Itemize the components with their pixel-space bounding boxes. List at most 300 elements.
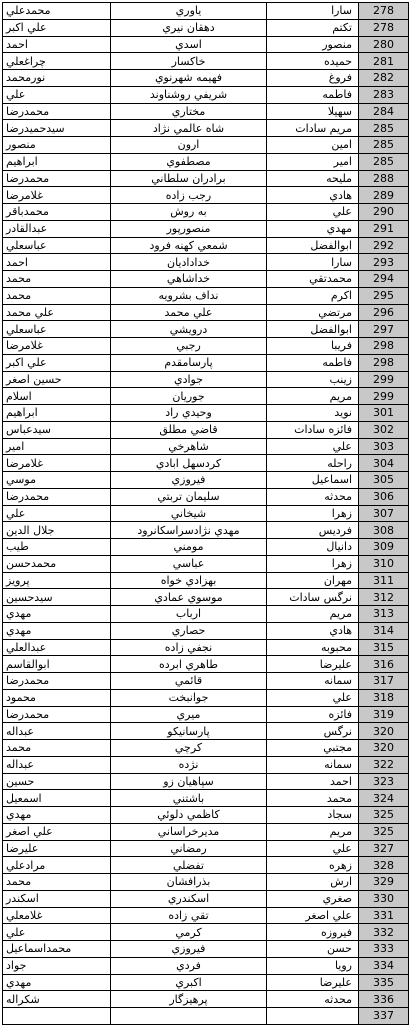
first-name-cell: فاطمه (267, 354, 359, 371)
father-name-cell: غلامعلي (3, 907, 111, 924)
row-number-cell: 289 (359, 187, 409, 204)
father-name-cell: غلامرضا (3, 338, 111, 355)
table-row (3, 756, 409, 773)
father-name-cell: احمد (3, 254, 111, 271)
father-name-cell: ابراهيم (3, 153, 111, 170)
last-name-cell: رجب زاده (111, 187, 267, 204)
first-name-cell: زهرا (267, 505, 359, 522)
row-number-cell: 316 (359, 656, 409, 673)
row-number-cell: 283 (359, 86, 409, 103)
table-row (3, 438, 409, 455)
last-name-cell: رجبي (111, 338, 267, 355)
row-number-cell: 318 (359, 689, 409, 706)
row-number-cell: 285 (359, 153, 409, 170)
father-name-cell: محمد (3, 271, 111, 288)
row-number-cell: 332 (359, 924, 409, 941)
table-row (3, 103, 409, 120)
last-name-cell: كردسهل ابادي (111, 455, 267, 472)
last-name-cell: خداشاهي (111, 271, 267, 288)
last-name-cell: اسكندري (111, 890, 267, 907)
last-name-cell: رمضاني (111, 840, 267, 857)
table-row (3, 70, 409, 87)
table-row (3, 271, 409, 288)
row-number-cell: 285 (359, 137, 409, 154)
last-name-cell: ميري (111, 706, 267, 723)
table-row (3, 237, 409, 254)
father-name-cell: محمد (3, 287, 111, 304)
row-number-cell: 317 (359, 673, 409, 690)
table-row (3, 137, 409, 154)
table-row (3, 153, 409, 170)
first-name-cell: عليرضا (267, 974, 359, 991)
last-name-cell: مصطفوي (111, 153, 267, 170)
table-row (3, 941, 409, 958)
row-number-cell: 333 (359, 941, 409, 958)
first-name-cell: هادي (267, 622, 359, 639)
first-name-cell: علي (267, 840, 359, 857)
table-row (3, 53, 409, 70)
father-name-cell: منصور (3, 137, 111, 154)
last-name-cell: پارسانيكو (111, 723, 267, 740)
last-name-cell: سليمان تربتي (111, 488, 267, 505)
father-name-cell: علي (3, 505, 111, 522)
father-name-cell: اسمعيل (3, 790, 111, 807)
first-name-cell: نويد (267, 405, 359, 422)
row-number-cell: 280 (359, 36, 409, 53)
row-number-cell: 278 (359, 19, 409, 36)
first-name-cell: مريم سادات (267, 120, 359, 137)
table-row (3, 220, 409, 237)
father-name-cell: مهدي (3, 622, 111, 639)
father-name-cell: ابوالقاسم (3, 656, 111, 673)
row-number-cell: 309 (359, 539, 409, 556)
row-number-cell: 297 (359, 321, 409, 338)
last-name-cell: تفضلي (111, 857, 267, 874)
table-row (3, 86, 409, 103)
last-name-cell: شاهرخي (111, 438, 267, 455)
row-number-cell: 310 (359, 555, 409, 572)
last-name-cell: قائمي (111, 673, 267, 690)
first-name-cell: فيروزه (267, 924, 359, 941)
table-row (3, 673, 409, 690)
table-row (3, 807, 409, 824)
father-name-cell: علي اكبر (3, 354, 111, 371)
last-name-cell: اكبري (111, 974, 267, 991)
last-name-cell: نداف بشرويه (111, 287, 267, 304)
first-name-cell: علي (267, 204, 359, 221)
father-name-cell: اسلام (3, 388, 111, 405)
first-name-cell: حسن (267, 941, 359, 958)
row-number-cell: 313 (359, 606, 409, 623)
first-name-cell: محبوبه (267, 639, 359, 656)
father-name-cell: موسي (3, 472, 111, 489)
father-name-cell: علي (3, 86, 111, 103)
first-name-cell: فروغ (267, 70, 359, 87)
row-number-cell: 293 (359, 254, 409, 271)
last-name-cell: كاظمي دلوئي (111, 807, 267, 824)
father-name-cell: سيدعباس (3, 421, 111, 438)
father-name-cell: شكراله (3, 991, 111, 1008)
row-number-cell: 330 (359, 890, 409, 907)
first-name-cell: علي (267, 689, 359, 706)
last-name-cell: یاوري (111, 3, 267, 20)
row-number-cell: 334 (359, 957, 409, 974)
father-name-cell: امير (3, 438, 111, 455)
table-row (3, 3, 409, 20)
table-row (3, 974, 409, 991)
row-number-cell: 308 (359, 522, 409, 539)
first-name-cell: احمد (267, 773, 359, 790)
table-row (3, 606, 409, 623)
row-number-cell: 282 (359, 70, 409, 87)
table-row (3, 555, 409, 572)
row-number-cell: 331 (359, 907, 409, 924)
last-name-cell: فهيمه شهرنوي (111, 70, 267, 87)
first-name-cell: ابوالفضل (267, 237, 359, 254)
row-number-cell: 315 (359, 639, 409, 656)
last-name-cell: باشتني (111, 790, 267, 807)
first-name-cell: صغري (267, 890, 359, 907)
father-name-cell: نورمحمد (3, 70, 111, 87)
table-row (3, 639, 409, 656)
table-row (3, 656, 409, 673)
table-row (3, 405, 409, 422)
father-name-cell: عبداله (3, 756, 111, 773)
first-name-cell: امير (267, 153, 359, 170)
last-name-cell: به روش (111, 204, 267, 221)
first-name-cell: منصور (267, 36, 359, 53)
row-number-cell: 336 (359, 991, 409, 1008)
last-name-cell: سپاهيان زو (111, 773, 267, 790)
father-name-cell: سيدحميدرضا (3, 120, 111, 137)
row-number-cell: 320 (359, 740, 409, 757)
first-name-cell: عليرضا (267, 656, 359, 673)
table-row (3, 840, 409, 857)
row-number-cell: 299 (359, 371, 409, 388)
row-number-cell: 301 (359, 405, 409, 422)
table-row (3, 321, 409, 338)
table-row (3, 572, 409, 589)
father-name-cell: عبداله (3, 723, 111, 740)
table-row (3, 823, 409, 840)
last-name-cell: مديرخراساني (111, 823, 267, 840)
table-row (3, 874, 409, 891)
first-name-cell: فائزه سادات (267, 421, 359, 438)
last-name-cell: اسدي (111, 36, 267, 53)
first-name-cell: نرگس (267, 723, 359, 740)
table-row (3, 907, 409, 924)
last-name-cell: طاهري ابرده (111, 656, 267, 673)
last-name-cell: نجفي زاده (111, 639, 267, 656)
father-name-cell: چراغعلي (3, 53, 111, 70)
table-row (3, 421, 409, 438)
first-name-cell: فائزه (267, 706, 359, 723)
first-name-cell: زهره (267, 857, 359, 874)
father-name-cell: مهدي (3, 974, 111, 991)
first-name-cell: علي اصغر (267, 907, 359, 924)
row-number-cell: 324 (359, 790, 409, 807)
father-name-cell: علي (3, 924, 111, 941)
father-name-cell: محمدحسن (3, 555, 111, 572)
father-name-cell: جواد (3, 957, 111, 974)
father-name-cell: عبدالعلي (3, 639, 111, 656)
first-name-cell (267, 1008, 359, 1025)
table-row (3, 539, 409, 556)
father-name-cell: محمدعلي (3, 3, 111, 20)
father-name-cell: محمدرضا (3, 170, 111, 187)
last-name-cell: خدادادیان (111, 254, 267, 271)
last-name-cell: نژده (111, 756, 267, 773)
first-name-cell: محمدتقي (267, 271, 359, 288)
last-name-cell: حصاري (111, 622, 267, 639)
last-name-cell: پرهيزگار (111, 991, 267, 1008)
last-name-cell: جوادي (111, 371, 267, 388)
first-name-cell: دانيال (267, 539, 359, 556)
table-row (3, 957, 409, 974)
row-number-cell: 311 (359, 572, 409, 589)
father-name-cell: حسين اصغر (3, 371, 111, 388)
row-number-cell: 294 (359, 271, 409, 288)
father-name-cell: محمود (3, 689, 111, 706)
last-name-cell: جوانبخت (111, 689, 267, 706)
last-name-cell: برادران سلطاني (111, 170, 267, 187)
table-row (3, 388, 409, 405)
first-name-cell: مريم (267, 823, 359, 840)
last-name-cell: مهدي نژادسراسكانرود (111, 522, 267, 539)
last-name-cell: دهقان نيري (111, 19, 267, 36)
first-name-cell: سمانه (267, 673, 359, 690)
last-name-cell: شمعي كهنه فرود (111, 237, 267, 254)
father-name-cell: عبدالقادر (3, 220, 111, 237)
father-name-cell: احمد (3, 36, 111, 53)
first-name-cell: سجاد (267, 807, 359, 824)
first-name-cell: مرتضي (267, 304, 359, 321)
row-number-cell: 302 (359, 421, 409, 438)
row-number-cell: 304 (359, 455, 409, 472)
table-row (3, 19, 409, 36)
father-name-cell: محمدرضا (3, 488, 111, 505)
first-name-cell: مهران (267, 572, 359, 589)
names-table (2, 2, 409, 1025)
table-row (3, 371, 409, 388)
row-number-cell: 284 (359, 103, 409, 120)
father-name-cell (3, 1008, 111, 1025)
table-row (3, 890, 409, 907)
first-name-cell: محمد (267, 790, 359, 807)
row-number-cell: 337 (359, 1008, 409, 1025)
last-name-cell: ارباب (111, 606, 267, 623)
father-name-cell: محمد (3, 874, 111, 891)
father-name-cell: مرادعلي (3, 857, 111, 874)
row-number-cell: 325 (359, 823, 409, 840)
father-name-cell: مهدي (3, 807, 111, 824)
first-name-cell: سهيلا (267, 103, 359, 120)
father-name-cell: سيدحسين (3, 589, 111, 606)
first-name-cell: فرديس (267, 522, 359, 539)
father-name-cell: عباسعلي (3, 237, 111, 254)
father-name-cell: حسين (3, 773, 111, 790)
last-name-cell: علي محمد (111, 304, 267, 321)
row-number-cell: 320 (359, 723, 409, 740)
father-name-cell: غلامرضا (3, 187, 111, 204)
row-number-cell: 329 (359, 874, 409, 891)
last-name-cell: منصورپور (111, 220, 267, 237)
table-row (3, 170, 409, 187)
last-name-cell: عباسي (111, 555, 267, 572)
table-row (3, 790, 409, 807)
row-number-cell: 307 (359, 505, 409, 522)
names-table-body (3, 3, 409, 1025)
first-name-cell: اسماعيل (267, 472, 359, 489)
first-name-cell: محدثه (267, 991, 359, 1008)
row-number-cell: 290 (359, 204, 409, 221)
first-name-cell: سمانه (267, 756, 359, 773)
first-name-cell: مجتبي (267, 740, 359, 757)
first-name-cell: فريبا (267, 338, 359, 355)
table-row (3, 505, 409, 522)
row-number-cell: 328 (359, 857, 409, 874)
father-name-cell: عباسعلي (3, 321, 111, 338)
table-row (3, 455, 409, 472)
father-name-cell: طيب (3, 539, 111, 556)
row-number-cell: 319 (359, 706, 409, 723)
table-row (3, 254, 409, 271)
row-number-cell: 335 (359, 974, 409, 991)
row-number-cell: 299 (359, 388, 409, 405)
table-row (3, 689, 409, 706)
table-row (3, 924, 409, 941)
last-name-cell: بذرافشان (111, 874, 267, 891)
father-name-cell: ابراهيم (3, 405, 111, 422)
first-name-cell: ابوالفضل (267, 321, 359, 338)
father-name-cell: علي محمد (3, 304, 111, 321)
last-name-cell: وحيدي راد (111, 405, 267, 422)
last-name-cell: تقي زاده (111, 907, 267, 924)
table-row (3, 187, 409, 204)
father-name-cell: محمدرضا (3, 706, 111, 723)
table-row (3, 706, 409, 723)
last-name-cell: پارسامقدم (111, 354, 267, 371)
first-name-cell: سارا (267, 254, 359, 271)
father-name-cell: جلال الدين (3, 522, 111, 539)
row-number-cell: 298 (359, 354, 409, 371)
last-name-cell: شريفي روشناوند (111, 86, 267, 103)
row-number-cell: 323 (359, 773, 409, 790)
father-name-cell: اسكندر (3, 890, 111, 907)
father-name-cell: محمدرضا (3, 103, 111, 120)
last-name-cell: خاكسار (111, 53, 267, 70)
table-row (3, 287, 409, 304)
row-number-cell: 278 (359, 3, 409, 20)
first-name-cell: اكرم (267, 287, 359, 304)
first-name-cell: رويا (267, 957, 359, 974)
last-name-cell: مختاري (111, 103, 267, 120)
row-number-cell: 295 (359, 287, 409, 304)
row-number-cell: 306 (359, 488, 409, 505)
last-name-cell (111, 1008, 267, 1025)
row-number-cell: 305 (359, 472, 409, 489)
first-name-cell: فاطمه (267, 86, 359, 103)
table-row (3, 740, 409, 757)
row-number-cell: 281 (359, 53, 409, 70)
row-number-cell: 322 (359, 756, 409, 773)
last-name-cell: قاضي مطلق (111, 421, 267, 438)
last-name-cell: فيروزي (111, 941, 267, 958)
table-row (3, 723, 409, 740)
father-name-cell: پرويز (3, 572, 111, 589)
table-row (3, 472, 409, 489)
father-name-cell: محمد (3, 740, 111, 757)
father-name-cell: محمدرضا (3, 673, 111, 690)
father-name-cell: علي اصغر (3, 823, 111, 840)
first-name-cell: حميده (267, 53, 359, 70)
first-name-cell: زهرا (267, 555, 359, 572)
first-name-cell: ارش (267, 874, 359, 891)
table-row (3, 1008, 409, 1025)
row-number-cell: 327 (359, 840, 409, 857)
first-name-cell: زينب (267, 371, 359, 388)
first-name-cell: محدثه (267, 488, 359, 505)
row-number-cell: 298 (359, 338, 409, 355)
table-row (3, 488, 409, 505)
table-row (3, 354, 409, 371)
first-name-cell: سارا (267, 3, 359, 20)
table-row (3, 120, 409, 137)
row-number-cell: 303 (359, 438, 409, 455)
last-name-cell: درويشي (111, 321, 267, 338)
first-name-cell: راحله (267, 455, 359, 472)
last-name-cell: جوريان (111, 388, 267, 405)
row-number-cell: 312 (359, 589, 409, 606)
first-name-cell: مهدي (267, 220, 359, 237)
last-name-cell: شاه عالمي نژاد (111, 120, 267, 137)
last-name-cell: ارون (111, 137, 267, 154)
table-row (3, 204, 409, 221)
table-row (3, 857, 409, 874)
first-name-cell: مريم (267, 388, 359, 405)
table-row (3, 622, 409, 639)
first-name-cell: مريم (267, 606, 359, 623)
last-name-cell: شيخاني (111, 505, 267, 522)
first-name-cell: امين (267, 137, 359, 154)
father-name-cell: علي اكبر (3, 19, 111, 36)
row-number-cell: 296 (359, 304, 409, 321)
table-row (3, 36, 409, 53)
last-name-cell: بهزادي خواه (111, 572, 267, 589)
table-row (3, 338, 409, 355)
table-row (3, 522, 409, 539)
last-name-cell: كرچي (111, 740, 267, 757)
last-name-cell: كرمي (111, 924, 267, 941)
first-name-cell: مليحه (267, 170, 359, 187)
last-name-cell: موسوي عمادي (111, 589, 267, 606)
father-name-cell: عليرضا (3, 840, 111, 857)
first-name-cell: علي (267, 438, 359, 455)
row-number-cell: 314 (359, 622, 409, 639)
row-number-cell: 291 (359, 220, 409, 237)
last-name-cell: فردي (111, 957, 267, 974)
table-row (3, 991, 409, 1008)
last-name-cell: مومني (111, 539, 267, 556)
father-name-cell: مهدي (3, 606, 111, 623)
first-name-cell: تكتم (267, 19, 359, 36)
father-name-cell: محمدباقر (3, 204, 111, 221)
first-name-cell: هادي (267, 187, 359, 204)
row-number-cell: 325 (359, 807, 409, 824)
first-name-cell: نرگس سادات (267, 589, 359, 606)
table-row (3, 773, 409, 790)
row-number-cell: 288 (359, 170, 409, 187)
